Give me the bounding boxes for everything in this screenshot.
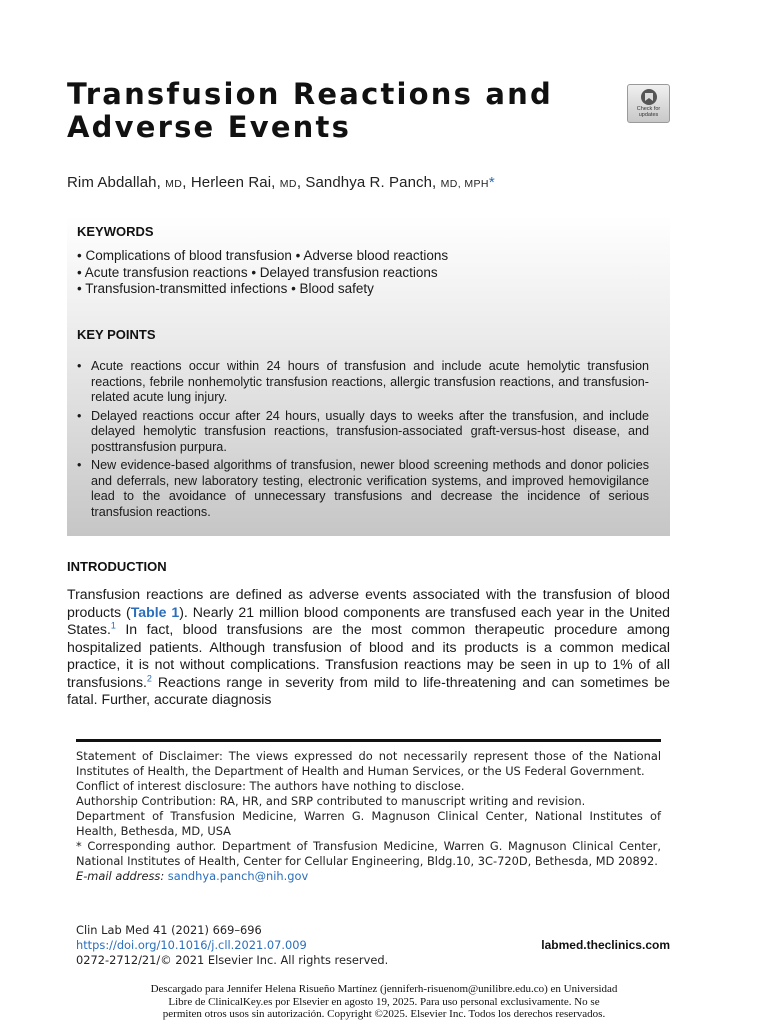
introduction-paragraph [67, 586, 670, 709]
intro-text: Transfusion reactions are defined as adverse events associated with the transfusion of blood products ( [67, 586, 670, 620]
keywords-line: • Complications of blood transfusion • Adverse blood reactions [77, 248, 449, 263]
intro-text: In fact, blood transfusions are the most common therapeutic procedure among hospitalized patients. Although transfusion of blood and its products is a common medical practice, it is not without complications. Transfusion reactions may be seen in up to 1% of all transfusions. [67, 621, 670, 690]
check-for-label: Check for [636, 106, 661, 112]
doi-link[interactable]: https://doi.org/10.1016/j.cll.2021.07.009 [76, 938, 307, 952]
key-point-item: • Delayed reactions occur after 24 hours, usually days to weeks after the transfusion, and include delayed hemolytic transfusion reactions, transfusion-associated graft-versus-host disease, and posttransfusion purpura. [77, 409, 649, 456]
intro-text: Reactions range in severity from mild to life-threatening and can sometimes be fatal. Further, accurate diagnosis [67, 673, 670, 707]
table-1-link[interactable]: Table 1 [130, 603, 180, 620]
keywords-line: • Acute transfusion reactions • Delayed transfusion reactions [77, 264, 438, 280]
intro-text: ). Nearly 21 million blood components are transfused each year in the United States. [67, 603, 670, 637]
author-name: Herleen Rai, [190, 174, 276, 191]
key-points-heading: KEY POINTS [77, 327, 156, 342]
title-line-2: Adverse Events [67, 110, 352, 144]
introduction-heading: INTRODUCTION [67, 559, 167, 574]
email-link[interactable]: sandhya.panch@nih.gov [167, 869, 309, 883]
affiliation-note: Department of Transfusion Medicine, Warren G. Magnuson Clinical Center, National Institutes of Health, Bethesda, MD, USA [76, 809, 661, 838]
author-degree: MD, MPH [440, 178, 489, 190]
footnote-divider [76, 739, 661, 742]
keywords-keypoints-box [67, 216, 670, 536]
download-notice [100, 983, 668, 1021]
issn-copyright: 0272-2712/21/© 2021 Elsevier Inc. All rights reserved. [76, 953, 389, 967]
email-line [76, 869, 661, 884]
download-notice-line: permiten otros usos sin autorización. Copyright ©2025. Elsevier Inc. Todos los derechos reservados. [162, 1008, 606, 1020]
journal-site-link[interactable]: labmed.theclinics.com [541, 938, 670, 952]
crossmark-icon [640, 88, 658, 106]
keywords-heading: KEYWORDS [77, 224, 154, 239]
citation-block [76, 923, 670, 968]
author-degree: MD [165, 178, 183, 190]
author-name: Rim Abdallah, [67, 174, 161, 191]
authorship-note: Authorship Contribution: RA, HR, and SRP contributed to manuscript writing and revision. [76, 794, 586, 808]
conflict-note: Conflict of interest disclosure: The authors have nothing to disclose. [76, 779, 465, 793]
footnotes [76, 749, 661, 884]
key-point-item: • New evidence-based algorithms of transfusion, newer blood screening methods and donor policies and deferrals, new laboratory testing, electronic verification systems, and improved hemovigilance lead to the avoidance of unnecessary transfusions and decrease the incidence of serious transfusion reactions. [77, 458, 649, 520]
download-notice-line: Libre de ClinicalKey.es por Elsevier en agosto 19, 2025. Para uso personal exclusivamente. No se [168, 995, 600, 1008]
author-degree: MD [279, 178, 297, 190]
corresponding-author-link[interactable]: * [488, 174, 495, 191]
disclaimer-note: Statement of Disclaimer: The views expressed do not necessarily represent those of the National Institutes of Health, the Department of Health and Human Services, or the US Federal Government. [76, 749, 661, 778]
email-label: E-mail address: [76, 869, 165, 883]
title-line-1: Transfusion Reactions and [67, 77, 553, 111]
reference-1-link[interactable]: 1 [110, 620, 116, 631]
author-list: Rim Abdallah, MD, Herleen Rai, MD, Sandhya R. Panch, MD, MPH* [67, 174, 495, 191]
check-for-updates-badge[interactable] [627, 84, 670, 123]
reference-2-link[interactable]: 2 [146, 672, 152, 683]
download-notice-line: Descargado para Jennifer Helena Risueño Martínez (jenniferh-risuenom@unilibre.edu.co) en Universidad [150, 983, 618, 995]
keywords-list [77, 248, 448, 298]
keywords-line: • Transfusion-transmitted infections • Blood safety [77, 281, 374, 296]
updates-label: updates [638, 112, 659, 118]
journal-reference: Clin Lab Med 41 (2021) 669–696 [76, 923, 262, 937]
key-point-item: • Acute reactions occur within 24 hours of transfusion and include acute hemolytic transfusion reactions, febrile nonhemolytic transfusion reactions, allergic transfusion reactions, and transfusion-related acute lung injury. [77, 359, 649, 406]
article-title [67, 78, 587, 144]
key-points-list [77, 359, 649, 523]
corresponding-author-note: * Corresponding author. Department of Transfusion Medicine, Warren G. Magnuson Clinical Center, National Institutes of Health, Center for Cellular Engineering, Bldg.10, 3C-720D, Bethesda, MD 20892. [76, 839, 661, 868]
author-name: Sandhya R. Panch, [305, 174, 437, 191]
